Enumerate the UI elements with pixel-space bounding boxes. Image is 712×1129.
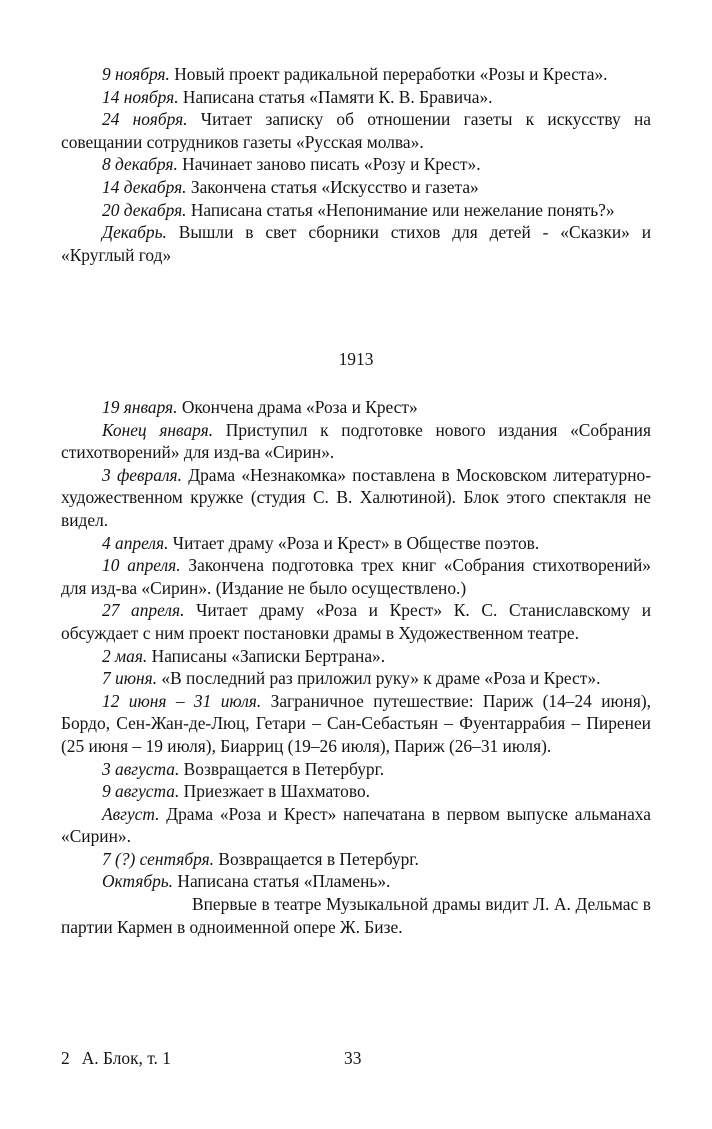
chronology-entry xyxy=(61,667,651,690)
entry-date: 3 августа. xyxy=(102,758,180,779)
chronology-1913 xyxy=(61,396,651,938)
chronology-entry xyxy=(61,645,651,668)
chronology-entry xyxy=(61,153,651,176)
entry-text: Возвращается в Петербург. xyxy=(179,758,385,779)
entry-text: Новый проект радикальной переработки «Розы и Креста». xyxy=(169,64,608,84)
chronology-1912-end xyxy=(61,63,651,266)
chronology-entry xyxy=(61,848,651,871)
entry-text: Драма «Роза и Крест» напечатана в первом выпуске альманаха «Сирин». xyxy=(61,803,651,847)
entry-text: Читает драму «Роза и Крест» К. С. Станиславскому и обсуждает с ним проект постановки драмы в Художественном театре. xyxy=(61,600,652,643)
entry-text: Впервые в театре Музыкальной драмы видит Л. А. Дельмас в партии Кармен в одноименной опере Ж. Бизе. xyxy=(61,894,651,937)
entry-text: Написана статья «Памяти К. В. Бравича». xyxy=(178,86,493,107)
entry-text: Возвращается в Петербург. xyxy=(214,848,419,869)
entry-text: Драма «Незнакомка» поставлена в Московском литературно-художественном кружке (студия С. В. Халютиной). Блок этого спектакля не видел. xyxy=(61,464,651,530)
entry-date: 19 января. xyxy=(102,397,178,417)
entry-date: 4 апреля. xyxy=(102,532,169,553)
entry-text: Написаны «Записки Бертрана». xyxy=(147,645,386,666)
entry-date: 2 мая. xyxy=(102,645,148,666)
entry-text: Написана статья «Пламень». xyxy=(173,871,391,892)
entry-text: Начинает заново писать «Розу и Крест». xyxy=(177,154,481,175)
entry-text: Окончена драма «Роза и Крест» xyxy=(177,397,418,417)
chronology-entry xyxy=(61,464,651,532)
chronology-entry xyxy=(61,532,651,555)
signature-mark xyxy=(61,1047,171,1069)
entry-date: 10 апреля. xyxy=(102,555,181,576)
entry-date: 24 ноября. xyxy=(102,109,188,130)
entry-date: 14 декабря. xyxy=(102,176,187,197)
entry-date: 20 декабря. xyxy=(102,199,187,220)
entry-date: 14 ноября. xyxy=(102,86,179,107)
chronology-entry xyxy=(61,63,651,86)
chronology-entry xyxy=(61,86,651,109)
chronology-entry xyxy=(61,419,651,464)
entry-date: 7 (?) сентября. xyxy=(102,848,215,869)
entry-date: 9 ноября. xyxy=(102,64,170,84)
entry-date: 3 февраля. xyxy=(102,464,182,485)
entry-date: 9 августа. xyxy=(102,781,180,802)
chronology-entry xyxy=(61,690,651,758)
chronology-entry xyxy=(61,199,651,222)
entry-text: Читает драму «Роза и Крест» в Обществе поэтов. xyxy=(168,532,540,553)
entry-text: Заграничное путешествие: Париж (14–24 июня), Бордо, Сен-Жан-де-Люц, Гетари – Сан-Себастьян – Фуентаррабия – Пиренеи (25 июня – 19 июля), Биарриц (19–26 июля), Париж (26–31 июля). xyxy=(61,690,651,756)
entry-text: Приезжает в Шахматово. xyxy=(179,781,370,802)
entry-text: Закончена подготовка трех книг «Собрания стихотворений» для изд-ва «Сирин». (Издание не было осуществлено.) xyxy=(61,555,651,598)
year-heading: 1913 xyxy=(338,349,374,369)
chronology-entry xyxy=(61,599,651,644)
chronology-entry xyxy=(61,893,651,938)
chronology-entry xyxy=(61,176,651,199)
chronology-entry xyxy=(61,108,651,153)
chronology-entry xyxy=(61,870,651,893)
entry-text: Приступил к подготовке нового издания «Собрания стихотворений» для изд-ва «Сирин». xyxy=(61,419,651,463)
entry-text: Закончена статья «Искусство и газета» xyxy=(186,176,479,197)
entry-date: 27 апреля. xyxy=(102,600,185,621)
entry-date: Август. xyxy=(102,803,160,824)
signature-text: А. Блок, т. 1 xyxy=(81,1048,171,1068)
chronology-entry xyxy=(61,758,651,781)
entry-date: Октябрь. xyxy=(102,871,174,892)
entry-date: 8 декабря. xyxy=(102,154,178,175)
entry-text: Читает записку об отношении газеты к искусству на совещании сотрудников газеты «Русская молва». xyxy=(61,109,651,152)
entry-text: Написана статья «Непонимание или нежелание понять?» xyxy=(186,199,615,220)
chronology-entry xyxy=(61,396,651,419)
entry-date: 7 июня. xyxy=(102,668,158,689)
signature-number: 2 xyxy=(61,1048,70,1068)
page-number: 33 xyxy=(344,1048,362,1068)
chronology-entry xyxy=(61,803,651,848)
entry-date: Декабрь. xyxy=(102,222,167,243)
entry-date: 12 июня – 31 июля. xyxy=(102,690,262,711)
chronology-entry xyxy=(61,554,651,599)
chronology-entry xyxy=(61,221,651,266)
entry-text: Вышли в свет сборники стихов для детей - «Сказки» и «Круглый год» xyxy=(61,222,651,265)
entry-text: «В последний раз приложил руку» к драме «Роза и Крест». xyxy=(157,668,601,689)
chronology-entry xyxy=(61,780,651,803)
entry-date: Конец января. xyxy=(102,419,214,440)
